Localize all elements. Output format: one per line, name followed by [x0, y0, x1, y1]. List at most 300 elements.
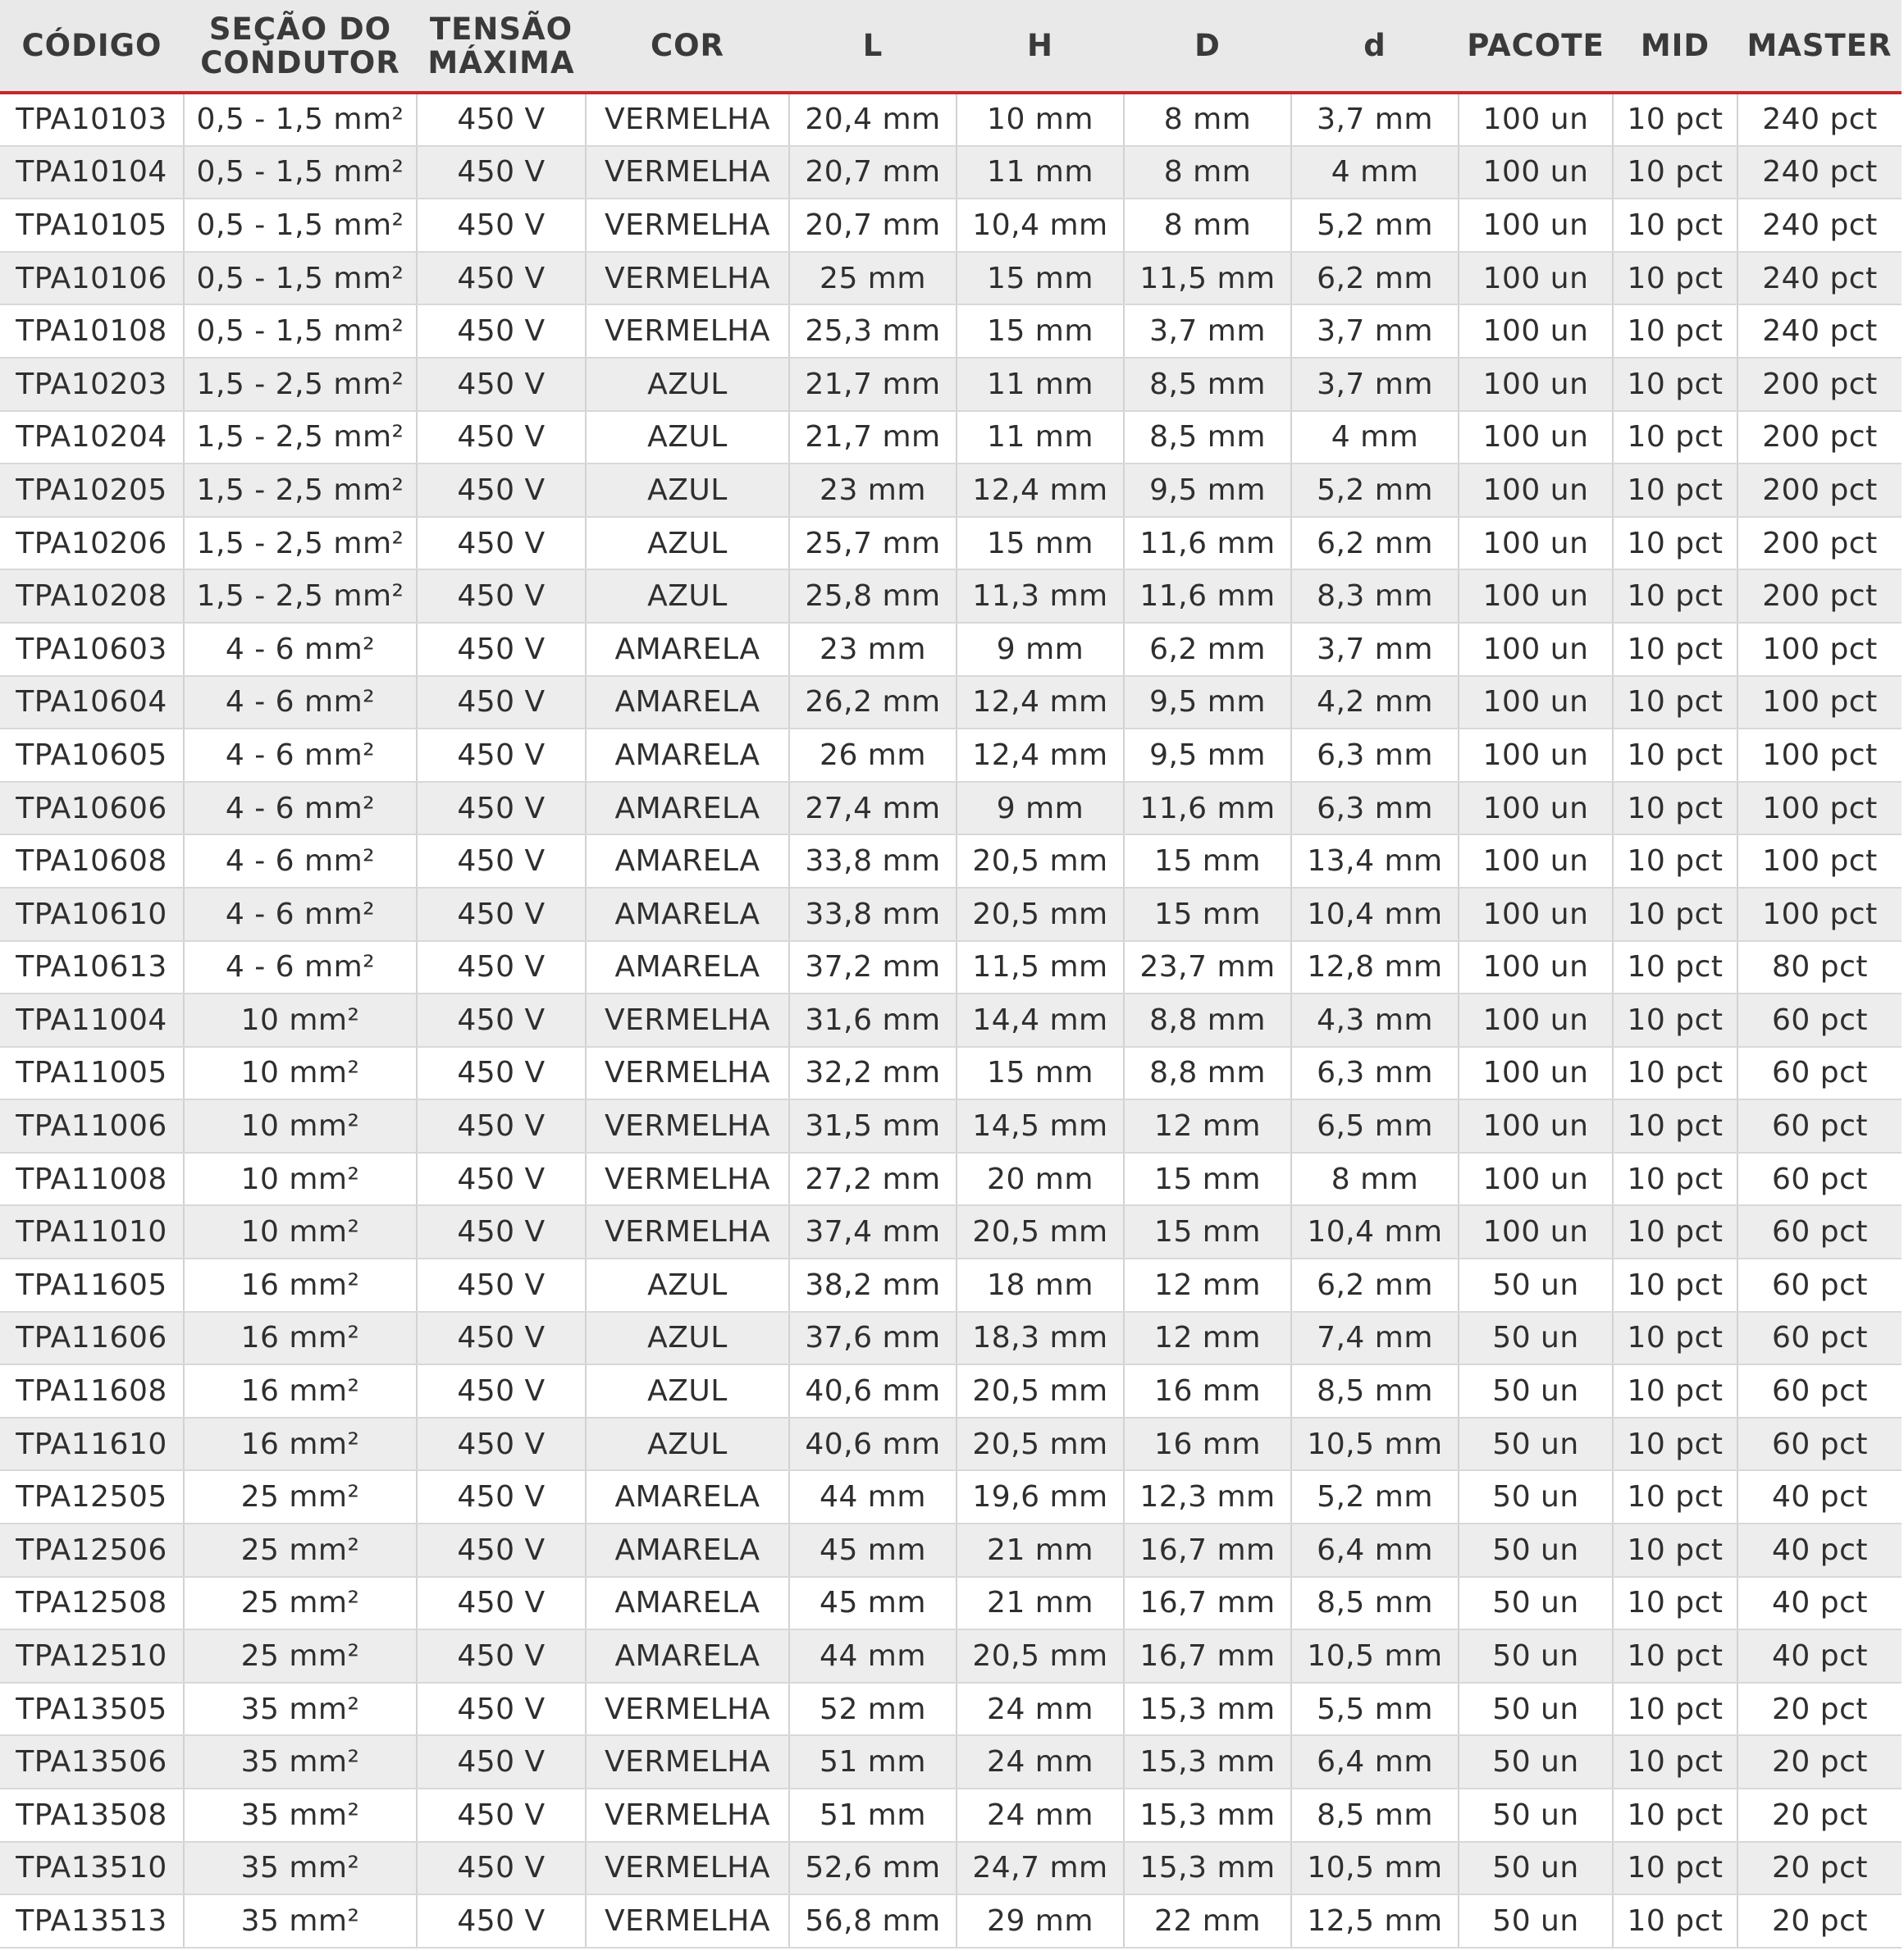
cell-d-outer: 16,7 mm — [1124, 1524, 1291, 1577]
cell-mid: 10 pct — [1613, 1205, 1737, 1259]
cell-cor: AMARELA — [586, 782, 789, 835]
cell-d-outer: 11,6 mm — [1124, 782, 1291, 835]
cell-codigo: TPA10203 — [0, 358, 184, 411]
table-row — [0, 1629, 1902, 1683]
cell-d-inner: 10,5 mm — [1291, 1629, 1459, 1683]
cell-master: 100 pct — [1737, 888, 1902, 941]
cell-d-outer: 9,5 mm — [1124, 729, 1291, 782]
cell-secao-condutor: 4 - 6 mm² — [184, 729, 417, 782]
cell-pacote: 100 un — [1459, 676, 1613, 729]
cell-d-outer: 15,3 mm — [1124, 1735, 1291, 1789]
cell-codigo: TPA12506 — [0, 1524, 184, 1577]
cell-master: 60 pct — [1737, 1205, 1902, 1259]
cell-d-inner: 5,2 mm — [1291, 464, 1459, 517]
cell-pacote: 50 un — [1459, 1683, 1613, 1736]
cell-secao-condutor: 25 mm² — [184, 1470, 417, 1524]
cell-h: 15 mm — [957, 517, 1124, 570]
cell-secao-condutor: 16 mm² — [184, 1364, 417, 1418]
cell-cor: AZUL — [586, 1364, 789, 1418]
cell-cor: AZUL — [586, 1418, 789, 1471]
cell-l: 44 mm — [789, 1629, 957, 1683]
table-row — [0, 782, 1902, 835]
cell-codigo: TPA10204 — [0, 411, 184, 464]
cell-cor: VERMELHA — [586, 1047, 789, 1100]
cell-cor: AMARELA — [586, 1577, 789, 1630]
cell-mid: 10 pct — [1613, 252, 1737, 305]
cell-h: 18 mm — [957, 1259, 1124, 1312]
cell-pacote: 100 un — [1459, 834, 1613, 888]
cell-d-outer: 11,6 mm — [1124, 517, 1291, 570]
cell-secao-condutor: 10 mm² — [184, 1153, 417, 1206]
cell-secao-condutor: 35 mm² — [184, 1894, 417, 1948]
cell-h: 11 mm — [957, 358, 1124, 411]
cell-pacote: 100 un — [1459, 1047, 1613, 1100]
cell-d-outer: 9,5 mm — [1124, 464, 1291, 517]
table-row — [0, 1259, 1902, 1312]
cell-mid: 10 pct — [1613, 1577, 1737, 1630]
cell-d-inner: 7,4 mm — [1291, 1312, 1459, 1365]
cell-d-inner: 6,5 mm — [1291, 1099, 1459, 1153]
cell-h: 14,5 mm — [957, 1099, 1124, 1153]
cell-h: 14,4 mm — [957, 994, 1124, 1047]
cell-mid: 10 pct — [1613, 1047, 1737, 1100]
cell-pacote: 100 un — [1459, 93, 1613, 146]
cell-d-outer: 8,5 mm — [1124, 358, 1291, 411]
cell-tensao-maxima: 450 V — [417, 1099, 586, 1153]
cell-cor: VERMELHA — [586, 1894, 789, 1948]
cell-pacote: 100 un — [1459, 252, 1613, 305]
table-row — [0, 1789, 1902, 1842]
cell-cor: AMARELA — [586, 888, 789, 941]
cell-master: 200 pct — [1737, 358, 1902, 411]
cell-d-inner: 6,4 mm — [1291, 1524, 1459, 1577]
cell-tensao-maxima: 450 V — [417, 1842, 586, 1895]
cell-h: 20,5 mm — [957, 1629, 1124, 1683]
cell-l: 40,6 mm — [789, 1364, 957, 1418]
cell-h: 12,4 mm — [957, 676, 1124, 729]
cell-codigo: TPA11004 — [0, 994, 184, 1047]
table-row — [0, 1735, 1902, 1789]
column-header-codigo — [0, 0, 184, 93]
cell-cor: VERMELHA — [586, 1842, 789, 1895]
cell-tensao-maxima: 450 V — [417, 994, 586, 1047]
cell-codigo: TPA10105 — [0, 199, 184, 252]
cell-master: 240 pct — [1737, 252, 1902, 305]
cell-codigo: TPA10606 — [0, 782, 184, 835]
cell-d-inner: 10,4 mm — [1291, 1205, 1459, 1259]
cell-master: 60 pct — [1737, 1418, 1902, 1471]
cell-pacote: 100 un — [1459, 304, 1613, 358]
cell-l: 20,7 mm — [789, 146, 957, 199]
cell-pacote: 50 un — [1459, 1894, 1613, 1948]
cell-secao-condutor: 0,5 - 1,5 mm² — [184, 304, 417, 358]
cell-d-inner: 8,5 mm — [1291, 1364, 1459, 1418]
cell-tensao-maxima: 450 V — [417, 1153, 586, 1206]
cell-tensao-maxima: 450 V — [417, 464, 586, 517]
cell-cor: VERMELHA — [586, 146, 789, 199]
cell-tensao-maxima: 450 V — [417, 1894, 586, 1948]
cell-mid: 10 pct — [1613, 411, 1737, 464]
table-row — [0, 464, 1902, 517]
cell-secao-condutor: 0,5 - 1,5 mm² — [184, 252, 417, 305]
table-row — [0, 994, 1902, 1047]
cell-l: 25 mm — [789, 252, 957, 305]
cell-tensao-maxima: 450 V — [417, 1205, 586, 1259]
cell-tensao-maxima: 450 V — [417, 517, 586, 570]
cell-master: 40 pct — [1737, 1470, 1902, 1524]
cell-d-outer: 16,7 mm — [1124, 1629, 1291, 1683]
cell-master: 80 pct — [1737, 941, 1902, 994]
cell-h: 20,5 mm — [957, 834, 1124, 888]
cell-codigo: TPA12508 — [0, 1577, 184, 1630]
cell-pacote: 100 un — [1459, 1205, 1613, 1259]
cell-cor: VERMELHA — [586, 1735, 789, 1789]
cell-tensao-maxima: 450 V — [417, 888, 586, 941]
cell-tensao-maxima: 450 V — [417, 1312, 586, 1365]
cell-cor: AZUL — [586, 517, 789, 570]
cell-cor: VERMELHA — [586, 1205, 789, 1259]
cell-mid: 10 pct — [1613, 994, 1737, 1047]
cell-l: 45 mm — [789, 1524, 957, 1577]
cell-d-inner: 6,2 mm — [1291, 252, 1459, 305]
cell-tensao-maxima: 450 V — [417, 1047, 586, 1100]
cell-pacote: 50 un — [1459, 1629, 1613, 1683]
cell-d-outer: 11,5 mm — [1124, 252, 1291, 305]
cell-d-outer: 8 mm — [1124, 199, 1291, 252]
cell-master: 240 pct — [1737, 146, 1902, 199]
cell-d-inner: 3,7 mm — [1291, 358, 1459, 411]
cell-pacote: 50 un — [1459, 1470, 1613, 1524]
cell-d-inner: 10,5 mm — [1291, 1842, 1459, 1895]
cell-d-outer: 15 mm — [1124, 1205, 1291, 1259]
cell-d-outer: 16 mm — [1124, 1418, 1291, 1471]
cell-l: 31,5 mm — [789, 1099, 957, 1153]
cell-l: 52,6 mm — [789, 1842, 957, 1895]
cell-pacote: 100 un — [1459, 1099, 1613, 1153]
cell-tensao-maxima: 450 V — [417, 199, 586, 252]
column-header-d-outer — [1124, 0, 1291, 93]
cell-h: 9 mm — [957, 623, 1124, 676]
cell-h: 12,4 mm — [957, 729, 1124, 782]
cell-codigo: TPA10108 — [0, 304, 184, 358]
cell-mid: 10 pct — [1613, 782, 1737, 835]
column-header-cor — [586, 0, 789, 93]
cell-d-outer: 15 mm — [1124, 834, 1291, 888]
cell-codigo: TPA12505 — [0, 1470, 184, 1524]
cell-master: 60 pct — [1737, 1364, 1902, 1418]
cell-h: 24,7 mm — [957, 1842, 1124, 1895]
cell-h: 11,5 mm — [957, 941, 1124, 994]
cell-l: 23 mm — [789, 464, 957, 517]
cell-secao-condutor: 16 mm² — [184, 1312, 417, 1365]
cell-d-inner: 3,7 mm — [1291, 304, 1459, 358]
cell-codigo: TPA10106 — [0, 252, 184, 305]
cell-h: 18,3 mm — [957, 1312, 1124, 1365]
cell-codigo: TPA10610 — [0, 888, 184, 941]
column-header-secao-condutor — [184, 0, 417, 93]
cell-pacote: 50 un — [1459, 1418, 1613, 1471]
cell-cor: AMARELA — [586, 1629, 789, 1683]
cell-tensao-maxima: 450 V — [417, 93, 586, 146]
cell-secao-condutor: 0,5 - 1,5 mm² — [184, 93, 417, 146]
cell-d-inner: 4 mm — [1291, 146, 1459, 199]
table-row — [0, 93, 1902, 146]
cell-tensao-maxima: 450 V — [417, 623, 586, 676]
cell-l: 26 mm — [789, 729, 957, 782]
cell-tensao-maxima: 450 V — [417, 1364, 586, 1418]
column-header-line: D — [1194, 28, 1221, 63]
cell-l: 25,7 mm — [789, 517, 957, 570]
cell-master: 40 pct — [1737, 1577, 1902, 1630]
cell-mid: 10 pct — [1613, 888, 1737, 941]
cell-l: 45 mm — [789, 1577, 957, 1630]
cell-master: 60 pct — [1737, 1047, 1902, 1100]
cell-cor: VERMELHA — [586, 1789, 789, 1842]
table-row — [0, 1524, 1902, 1577]
cell-d-outer: 15,3 mm — [1124, 1842, 1291, 1895]
cell-d-inner: 5,2 mm — [1291, 1470, 1459, 1524]
cell-h: 20,5 mm — [957, 888, 1124, 941]
cell-tensao-maxima: 450 V — [417, 1524, 586, 1577]
cell-secao-condutor: 4 - 6 mm² — [184, 623, 417, 676]
cell-d-outer: 3,7 mm — [1124, 304, 1291, 358]
cell-l: 44 mm — [789, 1470, 957, 1524]
cell-master: 200 pct — [1737, 464, 1902, 517]
cell-tensao-maxima: 450 V — [417, 411, 586, 464]
cell-d-outer: 8 mm — [1124, 93, 1291, 146]
column-header-line: MÁXIMA — [427, 44, 575, 80]
column-header-line: MID — [1640, 28, 1710, 63]
cell-tensao-maxima: 450 V — [417, 358, 586, 411]
cell-d-inner: 3,7 mm — [1291, 623, 1459, 676]
cell-d-outer: 9,5 mm — [1124, 676, 1291, 729]
cell-d-outer: 15 mm — [1124, 1153, 1291, 1206]
table-header — [0, 0, 1902, 93]
cell-secao-condutor: 25 mm² — [184, 1629, 417, 1683]
cell-l: 21,7 mm — [789, 358, 957, 411]
cell-pacote: 100 un — [1459, 994, 1613, 1047]
cell-h: 11,3 mm — [957, 569, 1124, 623]
cell-cor: AZUL — [586, 358, 789, 411]
cell-h: 20,5 mm — [957, 1418, 1124, 1471]
cell-d-inner: 8,5 mm — [1291, 1789, 1459, 1842]
table-row — [0, 834, 1902, 888]
cell-mid: 10 pct — [1613, 1524, 1737, 1577]
cell-cor: VERMELHA — [586, 252, 789, 305]
cell-mid: 10 pct — [1613, 517, 1737, 570]
cell-mid: 10 pct — [1613, 1842, 1737, 1895]
table-row — [0, 1577, 1902, 1630]
cell-mid: 10 pct — [1613, 834, 1737, 888]
cell-tensao-maxima: 450 V — [417, 1418, 586, 1471]
cell-l: 33,8 mm — [789, 834, 957, 888]
table-row — [0, 676, 1902, 729]
cell-cor: VERMELHA — [586, 1683, 789, 1736]
cell-d-outer: 8,8 mm — [1124, 994, 1291, 1047]
cell-master: 60 pct — [1737, 1099, 1902, 1153]
cell-mid: 10 pct — [1613, 1418, 1737, 1471]
cell-d-inner: 4 mm — [1291, 411, 1459, 464]
cell-pacote: 100 un — [1459, 358, 1613, 411]
table-row — [0, 411, 1902, 464]
cell-master: 20 pct — [1737, 1683, 1902, 1736]
cell-l: 37,2 mm — [789, 941, 957, 994]
table-row — [0, 1683, 1902, 1736]
cell-secao-condutor: 16 mm² — [184, 1259, 417, 1312]
cell-d-outer: 12 mm — [1124, 1099, 1291, 1153]
cell-secao-condutor: 10 mm² — [184, 1047, 417, 1100]
table-row — [0, 1205, 1902, 1259]
cell-d-outer: 16 mm — [1124, 1364, 1291, 1418]
cell-mid: 10 pct — [1613, 358, 1737, 411]
cell-h: 19,6 mm — [957, 1470, 1124, 1524]
cell-master: 200 pct — [1737, 517, 1902, 570]
cell-codigo: TPA11010 — [0, 1205, 184, 1259]
column-header-line: L — [862, 28, 884, 63]
cell-codigo: TPA10103 — [0, 93, 184, 146]
cell-pacote: 50 un — [1459, 1789, 1613, 1842]
header-row — [0, 0, 1902, 93]
cell-h: 11 mm — [957, 146, 1124, 199]
cell-d-inner: 6,3 mm — [1291, 1047, 1459, 1100]
table-row — [0, 1418, 1902, 1471]
cell-secao-condutor: 16 mm² — [184, 1418, 417, 1471]
cell-master: 100 pct — [1737, 676, 1902, 729]
cell-mid: 10 pct — [1613, 1735, 1737, 1789]
cell-mid: 10 pct — [1613, 304, 1737, 358]
cell-d-inner: 4,2 mm — [1291, 676, 1459, 729]
cell-master: 20 pct — [1737, 1894, 1902, 1948]
cell-cor: AZUL — [586, 411, 789, 464]
cell-master: 60 pct — [1737, 1312, 1902, 1365]
cell-master: 40 pct — [1737, 1524, 1902, 1577]
cell-mid: 10 pct — [1613, 93, 1737, 146]
cell-secao-condutor: 1,5 - 2,5 mm² — [184, 569, 417, 623]
cell-secao-condutor: 4 - 6 mm² — [184, 676, 417, 729]
cell-codigo: TPA13506 — [0, 1735, 184, 1789]
cell-d-outer: 15 mm — [1124, 888, 1291, 941]
cell-codigo: TPA11608 — [0, 1364, 184, 1418]
cell-d-outer: 22 mm — [1124, 1894, 1291, 1948]
cell-h: 21 mm — [957, 1577, 1124, 1630]
column-header-master — [1737, 0, 1902, 93]
cell-l: 20,7 mm — [789, 199, 957, 252]
cell-d-inner: 8 mm — [1291, 1153, 1459, 1206]
cell-h: 15 mm — [957, 252, 1124, 305]
cell-tensao-maxima: 450 V — [417, 146, 586, 199]
cell-mid: 10 pct — [1613, 1894, 1737, 1948]
cell-pacote: 100 un — [1459, 782, 1613, 835]
cell-master: 60 pct — [1737, 1259, 1902, 1312]
table-row — [0, 517, 1902, 570]
cell-cor: AZUL — [586, 569, 789, 623]
cell-d-inner: 10,5 mm — [1291, 1418, 1459, 1471]
cell-mid: 10 pct — [1613, 569, 1737, 623]
table-row — [0, 1364, 1902, 1418]
cell-secao-condutor: 1,5 - 2,5 mm² — [184, 358, 417, 411]
cell-l: 27,4 mm — [789, 782, 957, 835]
cell-secao-condutor: 25 mm² — [184, 1577, 417, 1630]
cell-mid: 10 pct — [1613, 1099, 1737, 1153]
cell-l: 33,8 mm — [789, 888, 957, 941]
cell-cor: AMARELA — [586, 941, 789, 994]
cell-cor: VERMELHA — [586, 199, 789, 252]
cell-tensao-maxima: 450 V — [417, 252, 586, 305]
cell-d-inner: 5,2 mm — [1291, 199, 1459, 252]
cell-h: 24 mm — [957, 1789, 1124, 1842]
cell-secao-condutor: 35 mm² — [184, 1789, 417, 1842]
cell-tensao-maxima: 450 V — [417, 676, 586, 729]
table-row — [0, 1894, 1902, 1948]
cell-pacote: 100 un — [1459, 729, 1613, 782]
cell-pacote: 50 un — [1459, 1259, 1613, 1312]
cell-codigo: TPA13513 — [0, 1894, 184, 1948]
cell-d-inner: 6,3 mm — [1291, 782, 1459, 835]
cell-pacote: 100 un — [1459, 517, 1613, 570]
cell-d-inner: 6,3 mm — [1291, 729, 1459, 782]
cell-l: 38,2 mm — [789, 1259, 957, 1312]
table-row — [0, 888, 1902, 941]
cell-tensao-maxima: 450 V — [417, 1789, 586, 1842]
cell-d-inner: 4,3 mm — [1291, 994, 1459, 1047]
column-header-h — [957, 0, 1124, 93]
cell-master: 20 pct — [1737, 1735, 1902, 1789]
cell-cor: AMARELA — [586, 676, 789, 729]
table-row — [0, 729, 1902, 782]
cell-mid: 10 pct — [1613, 1470, 1737, 1524]
cell-d-inner: 12,8 mm — [1291, 941, 1459, 994]
cell-h: 10 mm — [957, 93, 1124, 146]
cell-secao-condutor: 4 - 6 mm² — [184, 941, 417, 994]
cell-h: 21 mm — [957, 1524, 1124, 1577]
cell-codigo: TPA10208 — [0, 569, 184, 623]
table-row — [0, 1470, 1902, 1524]
column-header-line: SEÇÃO DO — [208, 11, 392, 47]
table-row — [0, 1099, 1902, 1153]
table-body — [0, 93, 1902, 1948]
cell-pacote: 100 un — [1459, 411, 1613, 464]
cell-cor: AMARELA — [586, 729, 789, 782]
cell-codigo: TPA10604 — [0, 676, 184, 729]
cell-codigo: TPA12510 — [0, 1629, 184, 1683]
cell-cor: AZUL — [586, 464, 789, 517]
cell-master: 200 pct — [1737, 569, 1902, 623]
cell-l: 20,4 mm — [789, 93, 957, 146]
cell-secao-condutor: 0,5 - 1,5 mm² — [184, 199, 417, 252]
cell-l: 26,2 mm — [789, 676, 957, 729]
cell-mid: 10 pct — [1613, 146, 1737, 199]
cell-d-inner: 3,7 mm — [1291, 93, 1459, 146]
cell-l: 32,2 mm — [789, 1047, 957, 1100]
cell-mid: 10 pct — [1613, 1153, 1737, 1206]
cell-d-outer: 12 mm — [1124, 1259, 1291, 1312]
cell-codigo: TPA11606 — [0, 1312, 184, 1365]
cell-master: 20 pct — [1737, 1789, 1902, 1842]
cell-codigo: TPA10608 — [0, 834, 184, 888]
cell-codigo: TPA10206 — [0, 517, 184, 570]
cell-pacote: 100 un — [1459, 464, 1613, 517]
cell-tensao-maxima: 450 V — [417, 1470, 586, 1524]
cell-d-inner: 13,4 mm — [1291, 834, 1459, 888]
cell-pacote: 100 un — [1459, 623, 1613, 676]
cell-d-outer: 12,3 mm — [1124, 1470, 1291, 1524]
table-row — [0, 1312, 1902, 1365]
cell-l: 40,6 mm — [789, 1418, 957, 1471]
cell-secao-condutor: 10 mm² — [184, 1205, 417, 1259]
cell-l: 52 mm — [789, 1683, 957, 1736]
cell-secao-condutor: 0,5 - 1,5 mm² — [184, 146, 417, 199]
cell-tensao-maxima: 450 V — [417, 834, 586, 888]
